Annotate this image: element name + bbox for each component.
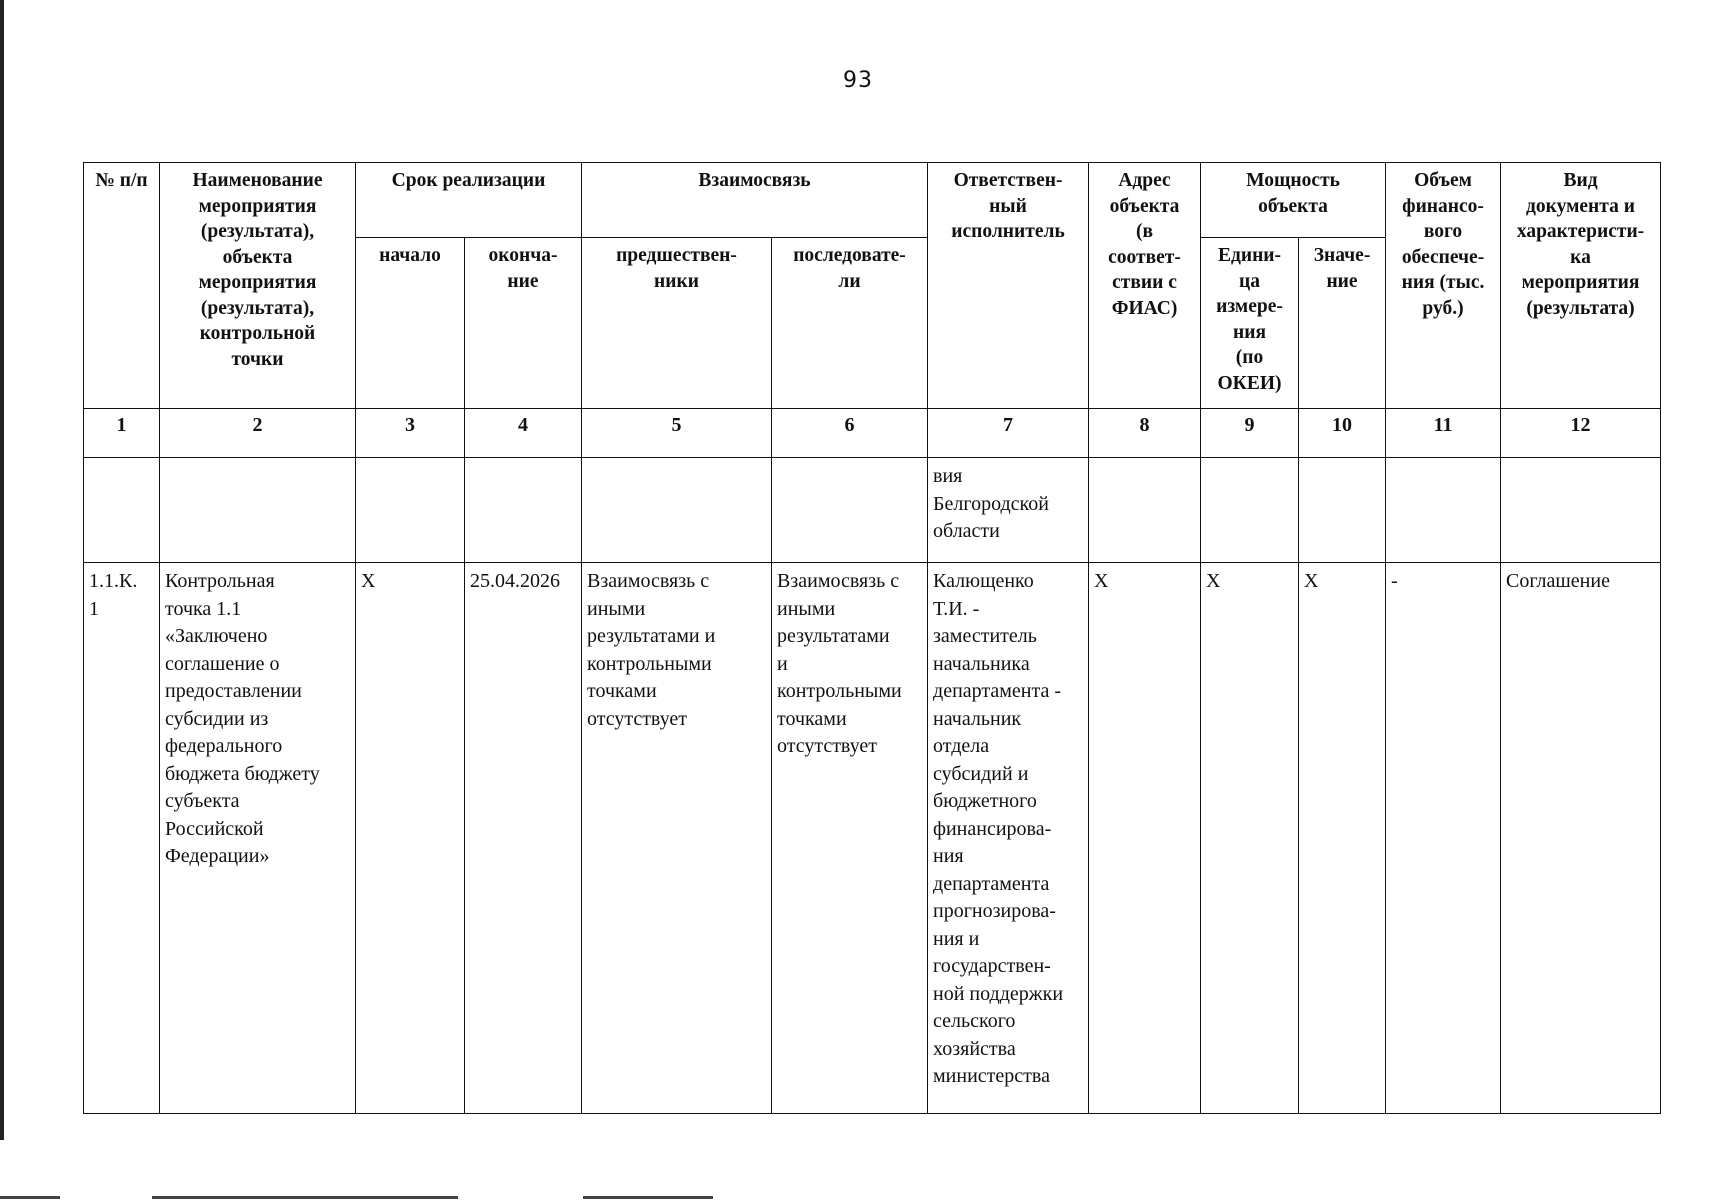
- row2-value: X: [1299, 563, 1386, 1114]
- col-num-9: 9: [1201, 409, 1299, 458]
- header-name: Наименование мероприятия (результата), объекта мероприятия (результата), контрольной точки: [160, 163, 356, 409]
- header-relation: Взаимосвязь: [582, 163, 928, 238]
- header-value: Значе- ние: [1299, 238, 1386, 409]
- header-row-1: [84, 163, 1661, 238]
- col-num-8: 8: [1089, 409, 1201, 458]
- col-num-7: 7: [928, 409, 1089, 458]
- header-responsible: Ответствен- ный исполнитель: [928, 163, 1089, 409]
- row2-unit: X: [1201, 563, 1299, 1114]
- row2-address: X: [1089, 563, 1201, 1114]
- page-number: 93: [843, 68, 873, 93]
- col-num-2: 2: [160, 409, 356, 458]
- row2-number: 1.1.К. 1: [84, 563, 160, 1114]
- scan-edge: [0, 0, 4, 1140]
- row2-start: X: [356, 563, 465, 1114]
- header-number: № п/п: [84, 163, 160, 409]
- footer-rule: [583, 1196, 713, 1199]
- row2-document: Соглашение: [1501, 563, 1661, 1114]
- footer-rule: [152, 1196, 458, 1199]
- col-num-11: 11: [1386, 409, 1501, 458]
- col-num-1: 1: [84, 409, 160, 458]
- row2-successors: Взаимосвязь с иными результатами и контрольными точками отсутствует: [772, 563, 928, 1114]
- header-document: Вид документа и характеристи- ка мероприятия (результата): [1501, 163, 1661, 409]
- footer-rule: [0, 1196, 60, 1199]
- header-predecessors: предшествен- ники: [582, 238, 772, 409]
- header-capacity: Мощность объекта: [1201, 163, 1386, 238]
- col-num-3: 3: [356, 409, 465, 458]
- header-start: начало: [356, 238, 465, 409]
- row1-responsible: вия Белгородской области: [928, 458, 1089, 563]
- row2-responsible: Калющенко Т.И. - заместитель начальника департамента - начальник отдела субсидий и бюджетного финансирова- ния департамента прогнозирова- ния и государствен- ной поддержки сельского хозяйства министерства: [928, 563, 1089, 1114]
- header-unit: Едини- ца измере- ния (по ОКЕИ): [1201, 238, 1299, 409]
- row2-predecessors: Взаимосвязь с иными результатами и контрольными точками отсутствует: [582, 563, 772, 1114]
- header-address: Адрес объекта (в соответ- ствии с ФИАС): [1089, 163, 1201, 409]
- col-num-4: 4: [465, 409, 582, 458]
- table-row: [84, 458, 1661, 563]
- col-num-6: 6: [772, 409, 928, 458]
- row2-end: 25.04.2026: [465, 563, 582, 1114]
- col-num-12: 12: [1501, 409, 1661, 458]
- header-funding: Объем финансо- вого обеспече- ния (тыс. руб.): [1386, 163, 1501, 409]
- col-num-5: 5: [582, 409, 772, 458]
- table-row: [84, 563, 1661, 1114]
- plan-table: [83, 162, 1661, 1114]
- header-successors: последовате- ли: [772, 238, 928, 409]
- row2-funding: -: [1386, 563, 1501, 1114]
- header-term: Срок реализации: [356, 163, 582, 238]
- row2-name: Контрольная точка 1.1 «Заключено соглашение о предоставлении субсидии из федерального бюджета бюджету субъекта Российской Федерации»: [160, 563, 356, 1114]
- header-end: оконча- ние: [465, 238, 582, 409]
- col-num-10: 10: [1299, 409, 1386, 458]
- column-number-row: [84, 409, 1661, 458]
